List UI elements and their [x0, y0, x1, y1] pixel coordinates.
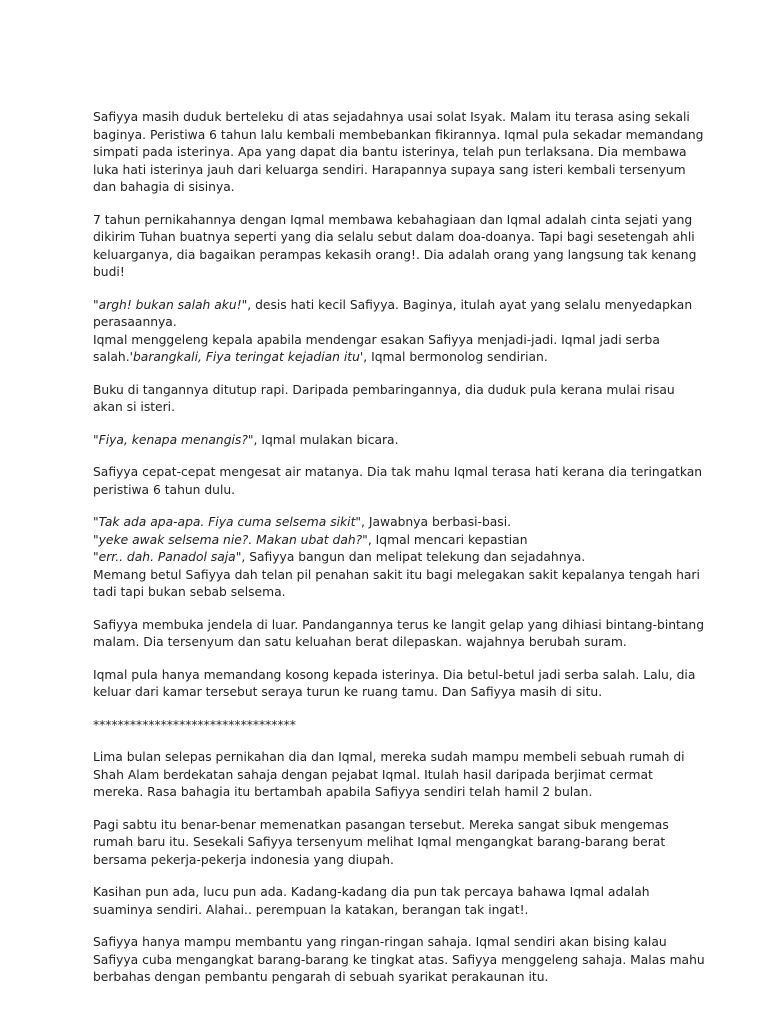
body-text: keluarganya, dia bagaikan perampas kekasih orang!. Dia adalah orang yang langsung tak kenang: [93, 247, 697, 262]
body-text: , Iqmal mencari kepastian: [367, 532, 528, 547]
text-line: [93, 717, 683, 735]
body-text: , desis hati kecil Safiyya. Baginya, itulah ayat yang selalu menyedapkan: [247, 297, 693, 312]
text-line: [93, 567, 700, 585]
paragraph: [93, 297, 693, 367]
body-text: baginya. Peristiwa 6 tahun lalu kembali membebankan fikirannya. Iqmal pula sekadar memandang: [93, 127, 704, 142]
body-text: Safiyya cuba mengangkat barang-barang ke tingkat atas. Safiyya menggeleng sahaja. Malas mahu: [93, 952, 705, 967]
paragraph: [93, 884, 683, 919]
body-text: Safiyya cepat-cepat mengesat air matanya. Dia tak mahu Iqmal terasa hati kerana dia teringatkan: [93, 465, 703, 479]
dialogue-text: "Tak ada apa-apa. Fiya cuma selsema sikit": [93, 515, 362, 529]
body-text: Iqmal menggeleng kepala apabila mendengar esakan Safiyya menjadi-jadi. Iqmal jadi serba: [93, 332, 660, 347]
body-text: , Safiyya bangun dan melipat telekung dan sejadahnya.: [241, 550, 586, 564]
body-text: keluar dari kamar tersebut seraya turun ke ruang tamu. Dan Safiyya masih di situ.: [93, 685, 603, 699]
body-text: , Jawabnya berbasi-basi.: [361, 515, 512, 529]
body-text: Pagi sabtu itu benar-benar memenatkan pasangan tersebut. Mereka sangat sibuk mengemas: [93, 817, 669, 832]
paragraph: [93, 667, 696, 702]
body-text: perasaannya.: [93, 315, 177, 329]
body-text: Memang betul Safiyya dah telan pil penahan sakit itu bagi melegakan sakit kepalanya tengah hari: [93, 567, 700, 582]
text-line: [93, 817, 683, 835]
text-line: [93, 109, 690, 127]
paragraph: [93, 617, 705, 652]
text-line: [93, 127, 704, 145]
text-line: [93, 549, 683, 567]
text-line: [93, 162, 686, 180]
text-line: [93, 297, 693, 315]
body-text: Iqmal pula hanya memandang kosong kepada isterinya. Dia betul-betul jadi serba salah. Lalu, dia: [93, 667, 696, 682]
body-text: Kasihan pun ada, lucu pun ada. Kadang-kadang dia pun tak percaya bahawa Iqmal adalah: [93, 885, 650, 899]
text-line: [93, 144, 687, 162]
text-line: [93, 634, 683, 652]
paragraph: [93, 109, 704, 197]
body-text: rumah baru itu. Sesekali Safiyya tersenyum melihat Iqmal mengangkat barang-barang berat: [93, 835, 666, 849]
paragraph: [93, 464, 703, 499]
text-line: [93, 852, 683, 870]
text-line: [93, 482, 683, 500]
dialogue-text: "err.. dah. Panadol saja": [93, 550, 242, 564]
dialogue-text: "yeke awak selsema nie?. Makan ubat dah?": [93, 532, 368, 547]
text-line: [93, 314, 683, 332]
text-line: [93, 349, 683, 367]
body-text: dikirim Tuhan buatnya seperti yang dia selalu sebut dalam doa-doanya. Tapi bagi sesetengah ahli: [93, 230, 695, 244]
paragraph: [93, 432, 683, 450]
body-text: Buku di tangannya ditutup rapi. Daripada pembaringannya, dia duduk pula kerana mulai risau: [93, 382, 675, 397]
body-text: malam. Dia tersenyum dan satu keluahan berat dilepaskan. wajahnya berubah suram.: [93, 635, 627, 649]
body-text: suaminya sendiri. Alahai.. perempuan la katakan, berangan tak ingat!.: [93, 902, 529, 917]
text-line: [93, 514, 683, 532]
body-text: , Iqmal mulakan bicara.: [253, 432, 399, 447]
body-text: mereka. Rasa bahagia itu bertambah apabila Safiyya sendiri telah hamil 2 bulan.: [93, 785, 593, 799]
text-line: [93, 464, 703, 482]
text-line: [93, 902, 683, 920]
paragraph: [93, 817, 683, 870]
body-text: Shah Alam berdekatan sahaja dengan pejabat Iqmal. Itulah hasil daripada berjimat cermat: [93, 767, 653, 782]
text-line: [93, 969, 683, 987]
text-line: [93, 684, 683, 702]
paragraph: [93, 749, 683, 802]
body-text: dan bahagia di sisinya.: [93, 180, 235, 194]
body-text: simpati pada isterinya. Apa yang dapat dia bantu isterinya, telah pun terlaksana. Dia membawa: [93, 145, 687, 159]
body-text: *********************************: [93, 717, 296, 732]
paragraph: [93, 717, 683, 735]
body-text: tadi tapi bukan sebab selsema.: [93, 585, 286, 599]
body-text: ', Iqmal bermonolog sendirian.: [359, 350, 548, 364]
text-line: [93, 212, 693, 230]
paragraph: [93, 514, 700, 602]
text-line: [93, 532, 683, 550]
text-line: [93, 247, 697, 265]
body-text: peristiwa 6 tahun dulu.: [93, 482, 236, 497]
dialogue-text: "argh! bukan salah aku!": [93, 297, 248, 312]
body-text: Safiyya membuka jendela di luar. Pandangannya terus ke langit gelap yang dihiasi bintang-bintang: [93, 617, 705, 632]
body-text: Lima bulan selepas pernikahan dia dan Iqmal, mereka sudah mampu membeli sebuah rumah di: [93, 750, 685, 764]
body-text: luka hati isterinya jauh dari keluarga sendiri. Harapannya supaya sang isteri kembali tersenyum: [93, 162, 686, 177]
text-line: [93, 884, 683, 902]
text-line: [93, 399, 683, 417]
document-page: [93, 109, 705, 1002]
text-line: [93, 332, 683, 350]
text-line: [93, 952, 705, 970]
paragraph: [93, 212, 697, 282]
text-line: [93, 749, 683, 767]
text-line: [93, 584, 683, 602]
text-line: [93, 784, 683, 802]
text-line: [93, 667, 696, 685]
dialogue-text: barangkali, Fiya teringat kejadian itu: [132, 350, 360, 364]
text-line: [93, 834, 683, 852]
body-text: bersama pekerja-pekerja indonesia yang diupah.: [93, 852, 394, 867]
text-line: [93, 229, 695, 247]
paragraph: [93, 934, 705, 987]
body-text: Safiyya masih duduk berteleku di atas sejadahnya usai solat Isyak. Malam itu terasa asing sekali: [93, 110, 690, 124]
text-line: [93, 264, 683, 282]
body-text: 7 tahun pernikahannya dengan Iqmal membawa kebahagiaan dan Iqmal adalah cinta sejati yang: [93, 212, 693, 227]
text-line: [93, 382, 683, 400]
body-text: salah.': [93, 350, 133, 364]
paragraph: [93, 382, 683, 417]
text-line: [93, 617, 705, 635]
text-line: [93, 179, 683, 197]
body-text: akan si isteri.: [93, 400, 176, 414]
body-text: berbahas dengan pembantu pengarah di sebuah syarikat perakaunan itu.: [93, 970, 549, 984]
body-text: budi!: [93, 265, 125, 279]
text-line: [93, 767, 683, 785]
text-line: [93, 934, 683, 952]
body-text: Safiyya hanya mampu membantu yang ringan-ringan sahaja. Iqmal sendiri akan bising kalau: [93, 935, 667, 949]
text-line: [93, 432, 683, 450]
dialogue-text: "Fiya, kenapa menangis?": [93, 432, 254, 447]
